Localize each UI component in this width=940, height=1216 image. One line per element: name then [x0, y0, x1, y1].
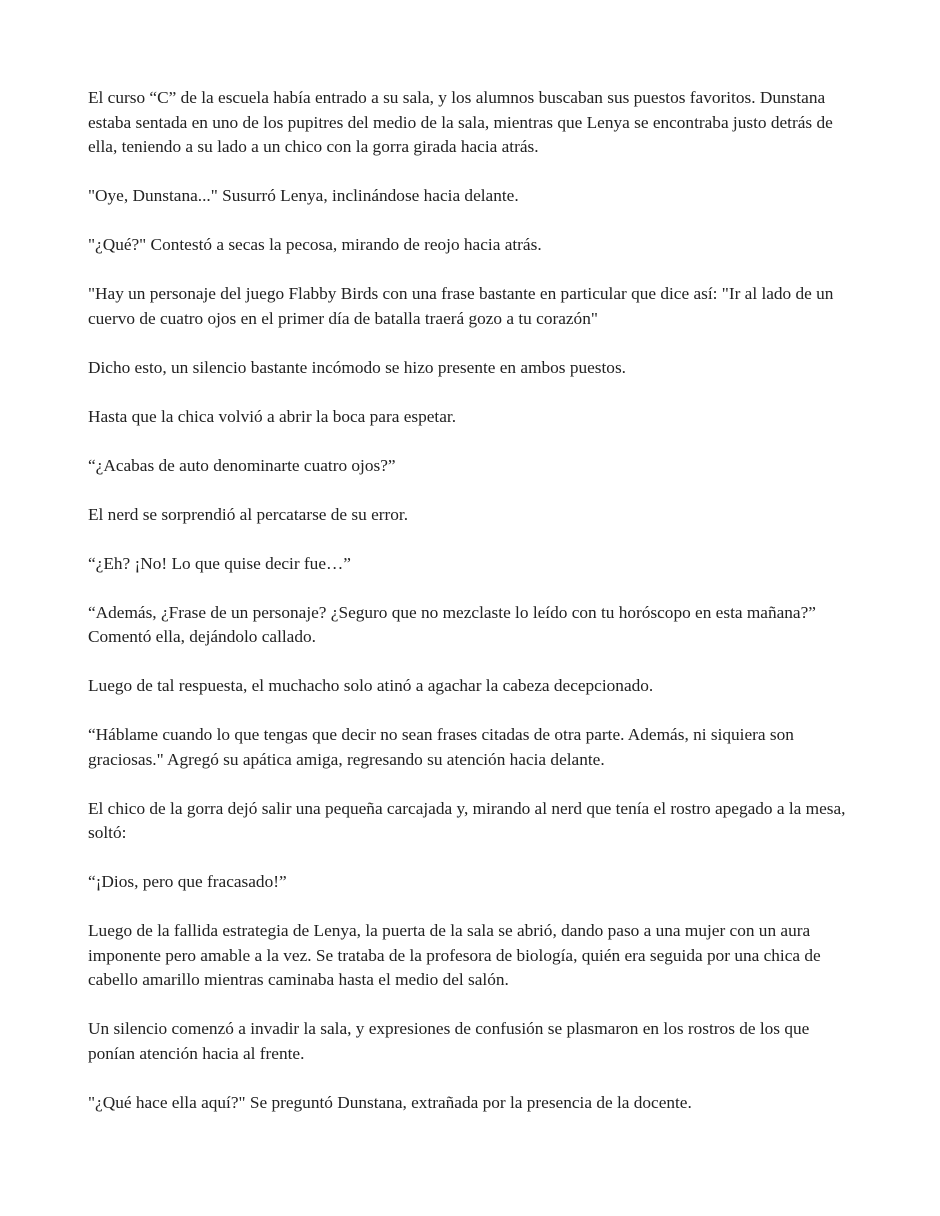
paragraph: El chico de la gorra dejó salir una pequeña carcajada y, mirando al nerd que tenía el rostro apegado a la mesa, soltó: — [88, 798, 846, 842]
paragraph: “Además, ¿Frase de un personaje? ¿Seguro que no mezclaste lo leído con tu horóscopo en esta mañana?” Comentó ella, dejándolo callado. — [88, 602, 816, 646]
paragraph: El nerd se sorprendió al percatarse de su error. — [88, 504, 409, 524]
paragraph: Luego de la fallida estrategia de Lenya, la puerta de la sala se abrió, dando paso a una mujer con un aura imponente pero amable a la vez. Se trataba de la profesora de biología, quién era seguida por una chica de cabello amarillo mientras caminaba hasta el medio del salón. — [88, 921, 821, 989]
paragraph: Un silencio comenzó a invadir la sala, y expresiones de confusión se plasmaron en los rostros de los que ponían atención hacia al frente. — [88, 1019, 810, 1063]
paragraph: Dicho esto, un silencio bastante incómodo se hizo presente en ambos puestos. — [88, 357, 626, 377]
paragraph: "Hay un personaje del juego Flabby Birds con una frase bastante en particular que dice así: "Ir al lado de un cuervo de cuatro ojos en el primer día de batalla traerá gozo a tu corazón" — [88, 284, 834, 328]
paragraph: “¡Dios, pero que fracasado!” — [88, 872, 287, 891]
paragraph: “¿Eh? ¡No! Lo que quise decir fue…” — [88, 553, 351, 573]
paragraph: El curso “C” de la escuela había entrado a su sala, y los alumnos buscaban sus puestos favoritos. Dunstana estaba sentada en uno de los pupitres del medio de la sala, mientras que Lenya se encontraba justo detrás de ella, teniendo a su lado a un chico con la gorra girada hacia atrás. — [88, 88, 833, 156]
paragraph: "Oye, Dunstana..." Susurró Lenya, inclinándose hacia delante. — [88, 186, 519, 205]
paragraph: "¿Qué hace ella aquí?" Se preguntó Dunstana, extrañada por la presencia de la docente. — [88, 1092, 692, 1112]
document-body — [88, 86, 858, 1140]
paragraph: “¿Acabas de auto denominarte cuatro ojos?” — [88, 455, 396, 475]
paragraph: Hasta que la chica volvió a abrir la boca para espetar. — [88, 406, 457, 426]
paragraph: “Háblame cuando lo que tengas que decir no sean frases citadas de otra parte. Además, ni siquiera son graciosas." Agregó su apática amiga, regresando su atención hacia delante. — [88, 725, 794, 769]
paragraph: Luego de tal respuesta, el muchacho solo atinó a agachar la cabeza decepcionado. — [88, 676, 654, 695]
paragraph: "¿Qué?" Contestó a secas la pecosa, mirando de reojo hacia atrás. — [88, 235, 542, 254]
